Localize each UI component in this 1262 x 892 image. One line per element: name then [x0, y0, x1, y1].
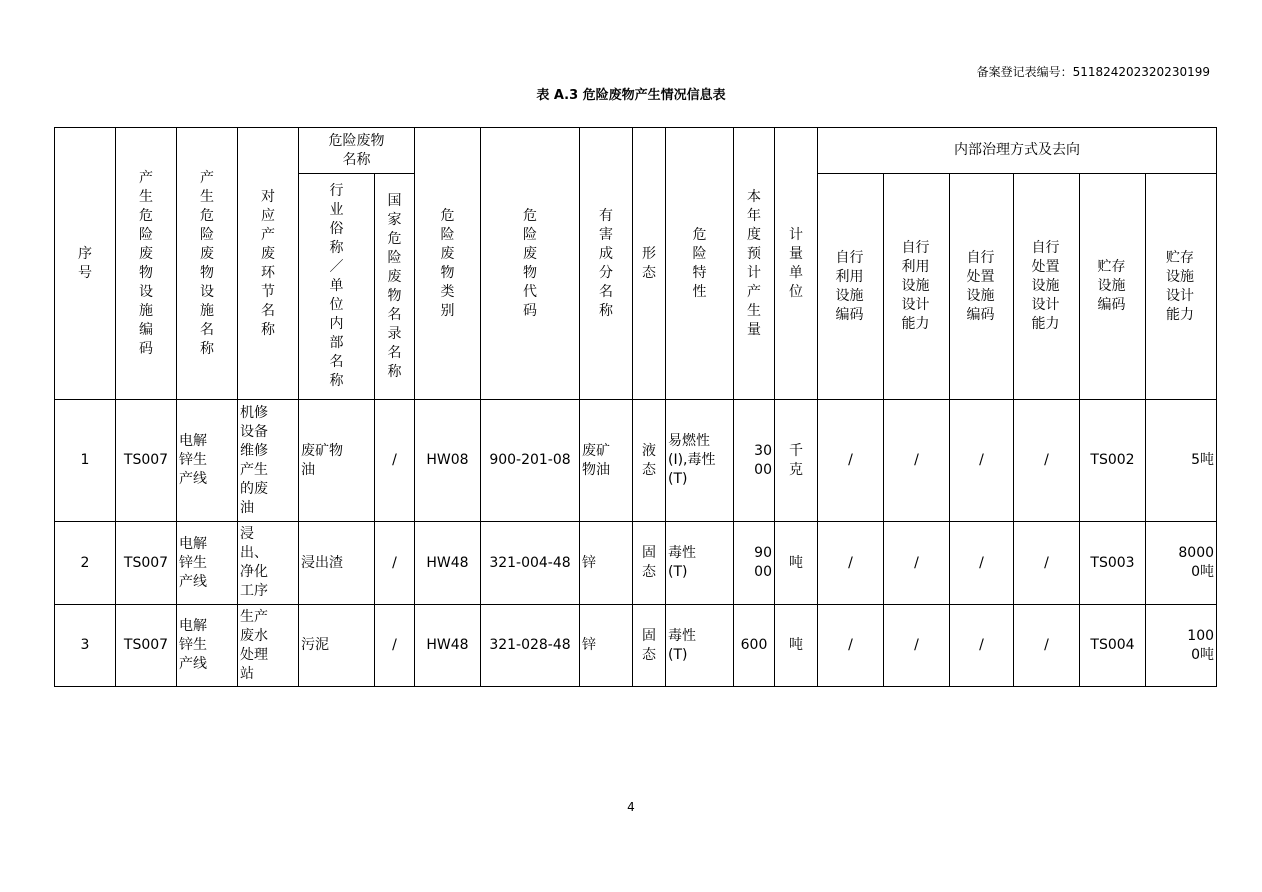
cell-process: 生产废水处理站 — [238, 605, 299, 687]
cell-property: 易燃性(I),毒性(T) — [666, 400, 734, 522]
cell-form: 液态 — [633, 400, 666, 522]
cell-storage-code: TS003 — [1080, 522, 1146, 605]
cell-self-use-capacity: / — [884, 400, 950, 522]
cell-self-use-code: / — [818, 605, 884, 687]
header-row-1 — [55, 128, 1217, 174]
cell-storage-code: TS002 — [1080, 400, 1146, 522]
header-internal-group: 内部治理方式及去向 — [818, 128, 1217, 174]
cell-storage-capacity: 1000吨 — [1146, 605, 1217, 687]
cell-process: 浸出、净化工序 — [238, 522, 299, 605]
cell-seq: 1 — [55, 400, 116, 522]
cell-form: 固态 — [633, 522, 666, 605]
cell-national-name: / — [375, 605, 415, 687]
cell-self-dispose-capacity: / — [1014, 605, 1080, 687]
cell-seq: 2 — [55, 522, 116, 605]
cell-facility-code: TS007 — [116, 605, 177, 687]
cell-self-dispose-capacity: / — [1014, 400, 1080, 522]
header-unit: 计量单位 — [775, 128, 818, 400]
cell-harmful: 锌 — [580, 522, 633, 605]
header-storage-capacity: 贮存设施设计能力 — [1146, 174, 1217, 400]
header-form: 形态 — [633, 128, 666, 400]
cell-unit: 吨 — [775, 522, 818, 605]
cell-common-name: 废矿物油 — [299, 400, 375, 522]
cell-category: HW48 — [415, 605, 481, 687]
header-facility-code: 产生危险废物设施编码 — [116, 128, 177, 400]
cell-self-dispose-code: / — [950, 400, 1014, 522]
cell-property: 毒性(T) — [666, 605, 734, 687]
header-self-dispose-code: 自行处置设施编码 — [950, 174, 1014, 400]
cell-harmful: 废矿物油 — [580, 400, 633, 522]
header-waste-name-group: 危险废物名称 — [299, 128, 415, 174]
cell-facility-code: TS007 — [116, 400, 177, 522]
cell-output: 600 — [734, 605, 775, 687]
cell-facility-code: TS007 — [116, 522, 177, 605]
cell-self-use-code: / — [818, 522, 884, 605]
cell-self-use-code: / — [818, 400, 884, 522]
header-facility-name: 产生危险废物设施名称 — [177, 128, 238, 400]
registration-number: 备案登记表编号：511824202320230199 — [976, 65, 1210, 79]
table-title: 表 A.3 危险废物产生情况信息表 — [536, 88, 726, 103]
header-process-name: 对应产废环节名称 — [238, 128, 299, 400]
table-row — [55, 522, 1217, 605]
header-self-use-code: 自行利用设施编码 — [818, 174, 884, 400]
cell-self-dispose-capacity: / — [1014, 522, 1080, 605]
cell-facility-name: 电解锌生产线 — [177, 605, 238, 687]
cell-self-dispose-code: / — [950, 522, 1014, 605]
header-storage-code: 贮存设施编码 — [1080, 174, 1146, 400]
cell-category: HW48 — [415, 522, 481, 605]
cell-output: 3000 — [734, 400, 775, 522]
header-common-name: 行业俗称／单位内部名称 — [299, 174, 375, 400]
cell-facility-name: 电解锌生产线 — [177, 400, 238, 522]
header-annual-output: 本年度预计产生量 — [734, 128, 775, 400]
cell-national-name: / — [375, 400, 415, 522]
cell-seq: 3 — [55, 605, 116, 687]
header-property: 危险特性 — [666, 128, 734, 400]
cell-property: 毒性(T) — [666, 522, 734, 605]
cell-category: HW08 — [415, 400, 481, 522]
header-seq: 序号 — [55, 128, 116, 400]
cell-code: 900-201-08 — [481, 400, 580, 522]
table-row — [55, 400, 1217, 522]
cell-national-name: / — [375, 522, 415, 605]
cell-unit: 千克 — [775, 400, 818, 522]
cell-process: 机修设备维修产生的废油 — [238, 400, 299, 522]
page-number: 4 — [627, 800, 635, 814]
header-category: 危险废物类别 — [415, 128, 481, 400]
cell-facility-name: 电解锌生产线 — [177, 522, 238, 605]
cell-common-name: 污泥 — [299, 605, 375, 687]
cell-code: 321-028-48 — [481, 605, 580, 687]
header-self-dispose-capacity: 自行处置设施设计能力 — [1014, 174, 1080, 400]
header-code: 危险废物代码 — [481, 128, 580, 400]
cell-storage-code: TS004 — [1080, 605, 1146, 687]
cell-common-name: 浸出渣 — [299, 522, 375, 605]
cell-unit: 吨 — [775, 605, 818, 687]
header-harmful: 有害成分名称 — [580, 128, 633, 400]
hazardous-waste-table — [54, 127, 1217, 687]
cell-storage-capacity: 5吨 — [1146, 400, 1217, 522]
cell-harmful: 锌 — [580, 605, 633, 687]
cell-self-use-capacity: / — [884, 522, 950, 605]
cell-self-use-capacity: / — [884, 605, 950, 687]
table-row — [55, 605, 1217, 687]
cell-code: 321-004-48 — [481, 522, 580, 605]
cell-output: 9000 — [734, 522, 775, 605]
cell-form: 固态 — [633, 605, 666, 687]
header-self-use-capacity: 自行利用设施设计能力 — [884, 174, 950, 400]
cell-storage-capacity: 80000吨 — [1146, 522, 1217, 605]
header-national-name: 国家危险废物名录名称 — [375, 174, 415, 400]
cell-self-dispose-code: / — [950, 605, 1014, 687]
